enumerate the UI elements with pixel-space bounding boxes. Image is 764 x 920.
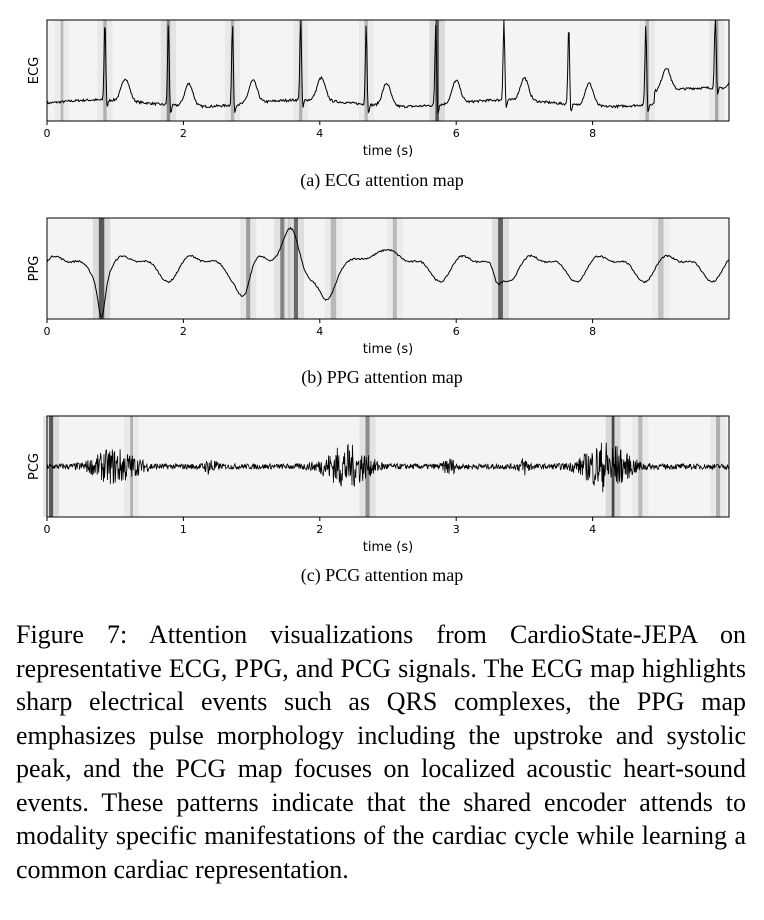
ecg-x-tick-label: 6 (452, 127, 460, 140)
pcg-panel (27, 416, 729, 555)
ppg-panel (27, 218, 729, 357)
pcg-x-tick-label: 2 (316, 523, 324, 536)
ppg-attention-halo (240, 218, 256, 319)
pcg-x-tick-label: 0 (43, 523, 51, 536)
pcg-x-tick-label: 3 (452, 523, 460, 536)
ppg-x-tick-label: 6 (452, 325, 460, 338)
ppg-x-tick-label: 4 (316, 325, 324, 338)
ppg-attention-halo (492, 218, 509, 319)
ecg-x-tick-label: 8 (589, 127, 597, 140)
ppg-attention-halo (93, 218, 110, 319)
ppg-attention-halo (387, 218, 403, 319)
ppg-attention-halo (325, 218, 342, 319)
ppg-attention-halo (288, 218, 304, 319)
ecg-subcaption: (a) ECG attention map (300, 170, 464, 190)
ppg-subcaption: (b) PPG attention map (301, 367, 463, 387)
ecg-x-axis-label: time (s) (362, 144, 414, 159)
ppg-x-tick-label: 2 (179, 325, 187, 338)
pcg-y-axis-label: PCG (27, 453, 42, 480)
ppg-attention-halo (652, 218, 669, 319)
ecg-attention-halo (55, 20, 70, 121)
pcg-x-axis-label: time (s) (362, 540, 414, 555)
ppg-x-tick-label: 0 (43, 325, 51, 338)
pcg-x-tick-label: 4 (589, 523, 597, 536)
ppg-y-axis-label: PPG (27, 255, 42, 282)
ppg-x-axis-label: time (s) (362, 342, 414, 357)
ecg-panel (27, 20, 729, 159)
ecg-x-tick-label: 4 (316, 127, 324, 140)
ecg-y-axis-label: ECG (27, 56, 42, 85)
ppg-x-tick-label: 8 (589, 325, 597, 338)
pcg-subcaption: (c) PCG attention map (300, 565, 464, 585)
figure-caption: Figure 7: Attention visualizations from CardioState-JEPA on representative ECG, PPG, and PCG signals. The ECG map highlights sharp electrical events such as QRS complexes, the PPG map emphasizes pulse morphology including the upstroke and systolic peak, and the PCG map focuses on localized acoustic heart-sound events. These patterns indicate that the shared encoder attends to modality specific manifestations of the cardiac cycle while learning a common cardiac representation. (16, 620, 746, 884)
ecg-x-tick-label: 2 (179, 127, 187, 140)
pcg-x-tick-label: 1 (179, 523, 187, 536)
ecg-x-tick-label: 0 (43, 127, 51, 140)
